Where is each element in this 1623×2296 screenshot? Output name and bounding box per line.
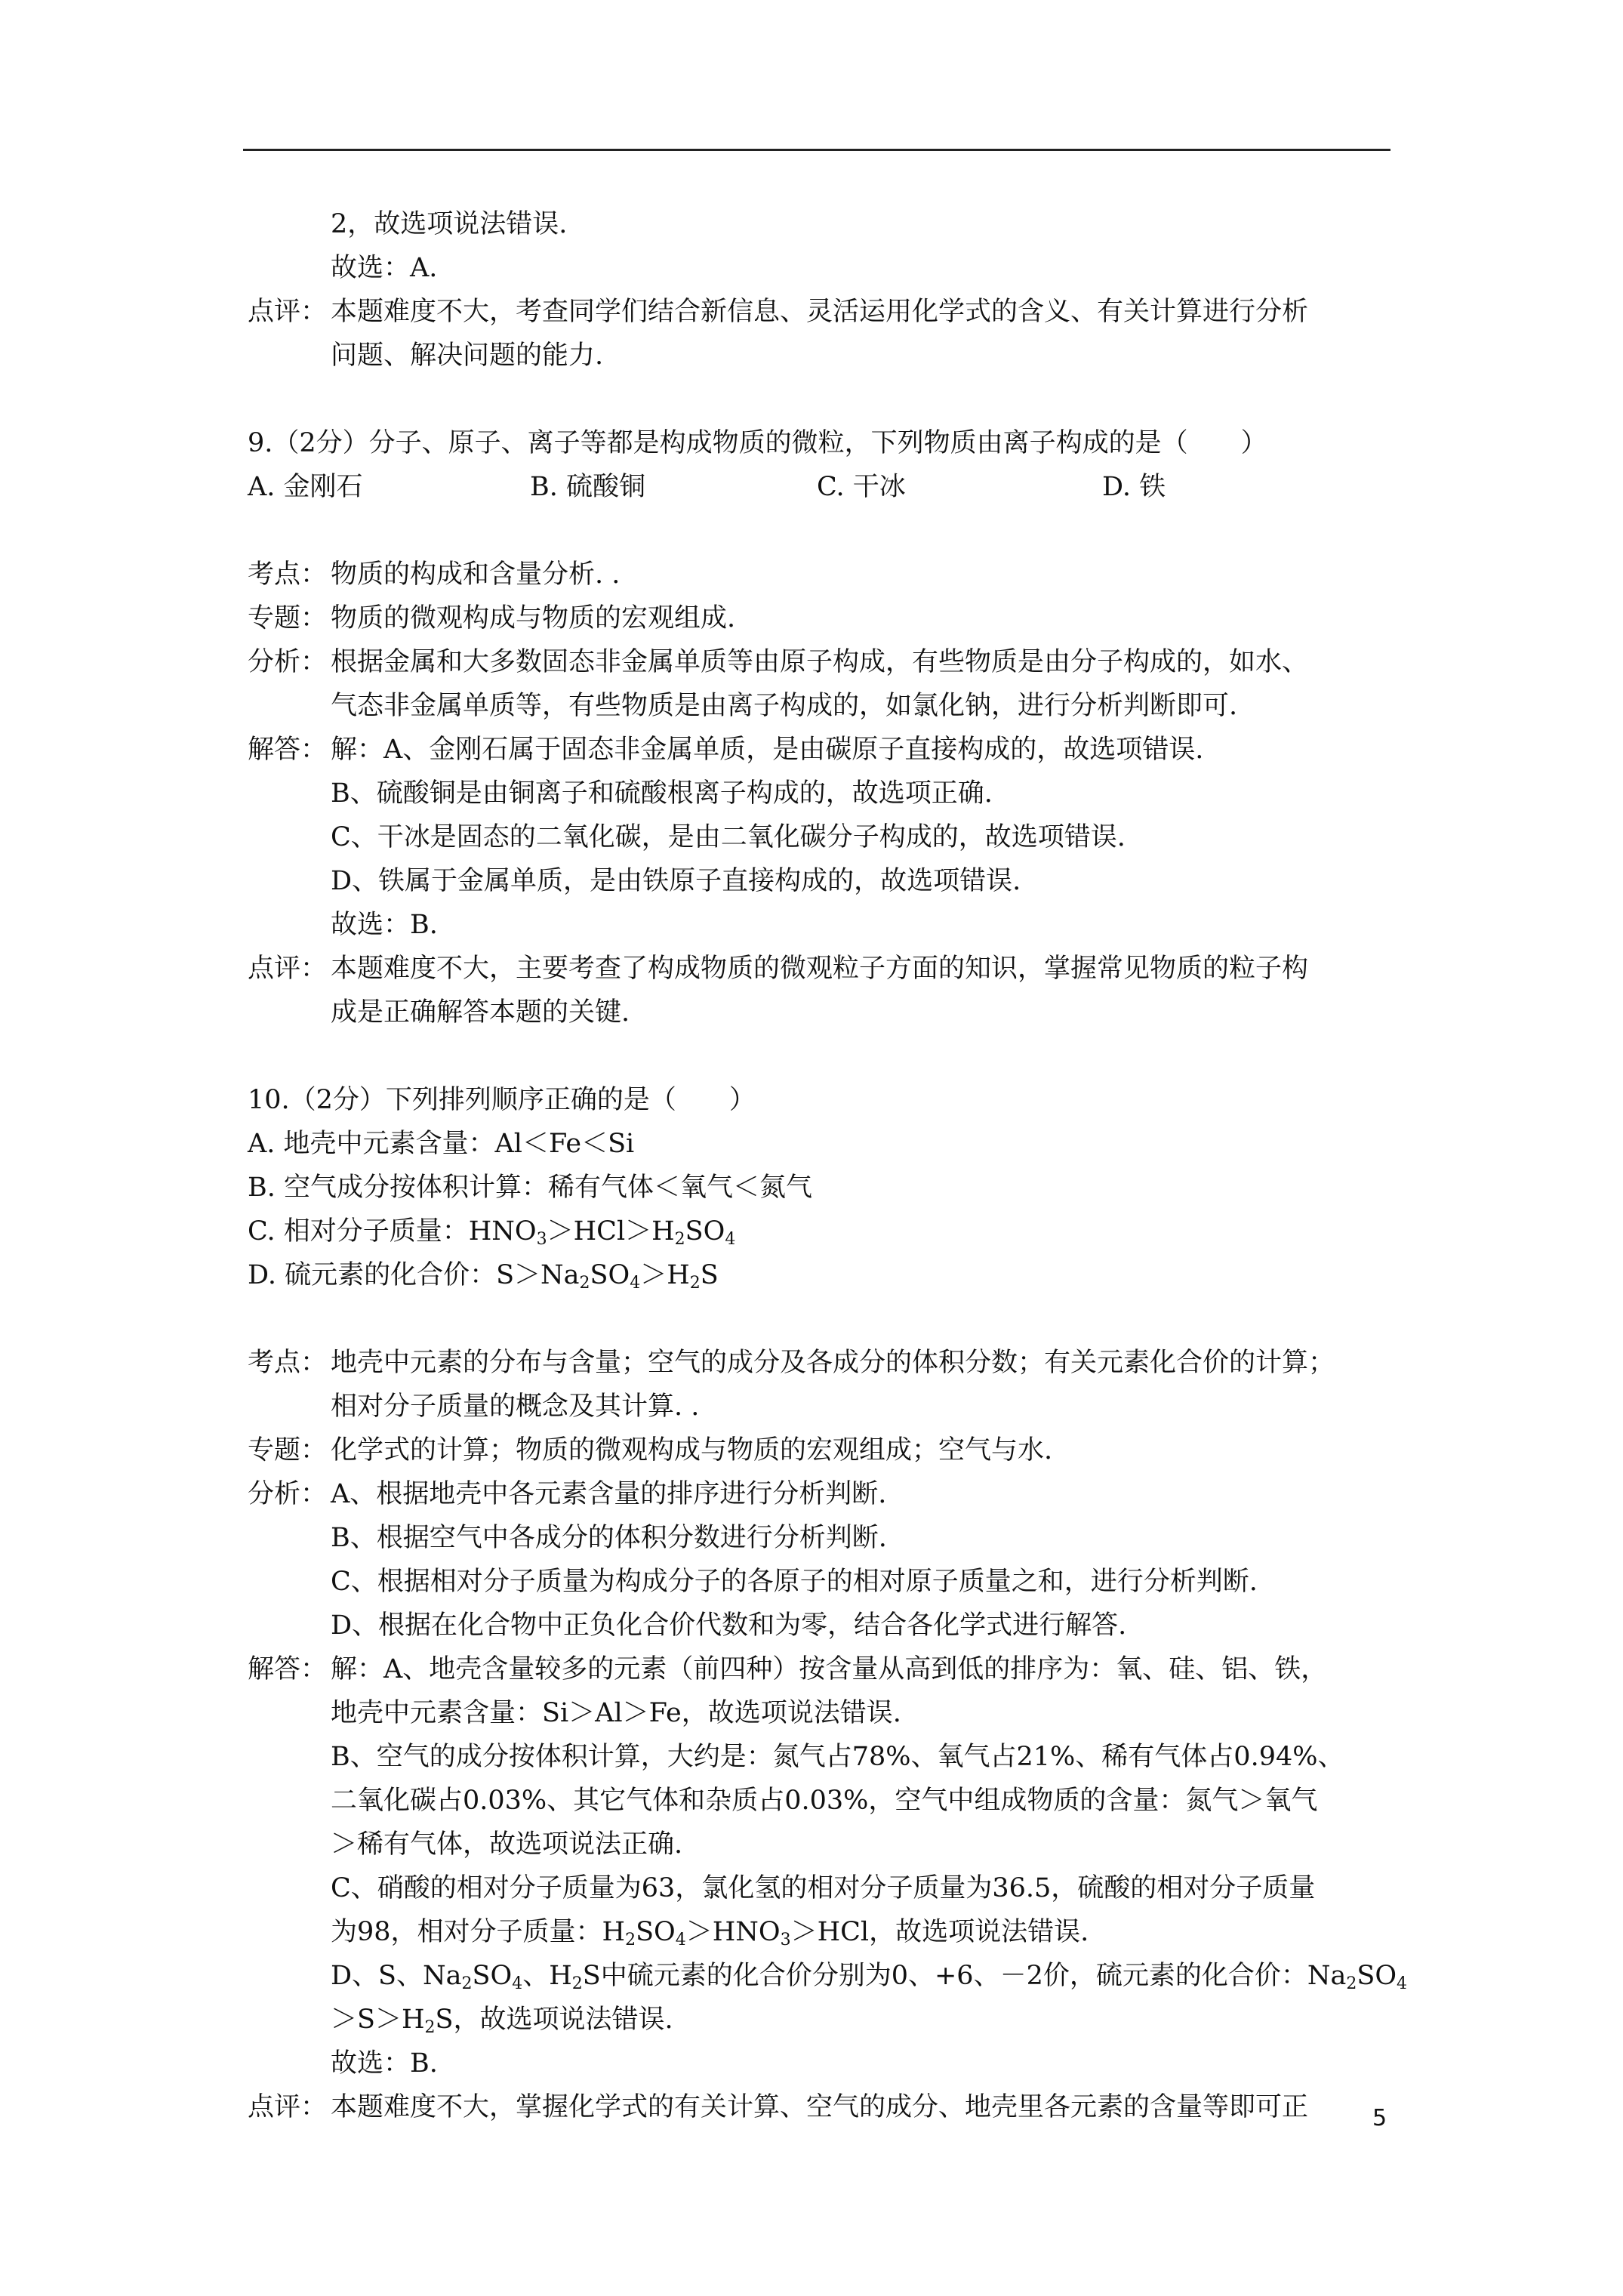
fenxi-text: A、根据地壳中各元素含量的排序进行分析判断. [331, 1479, 887, 1509]
jieda-line: C、干冰是固态的二氧化碳，是由二氧化碳分子构成的，故选项错误. [331, 822, 1126, 852]
q9-option-c: C. 干冰 [817, 472, 906, 502]
q9-jieda [248, 728, 1395, 772]
q10-option-a: A. 地壳中元素含量：Al＜Fe＜Si [248, 1129, 635, 1159]
fenxi-line: B、根据空气中各成分的体积分数进行分析判断. [331, 1523, 887, 1553]
dianping-label: 点评： [248, 2092, 328, 2122]
q9-select: 故选：B. [331, 910, 438, 940]
fenxi-text: 根据金属和大多数固态非金属单质等由原子构成，有些物质是由分子构成的，如水、 [331, 647, 1309, 677]
dianping-label: 点评： [248, 954, 328, 984]
q10-kaodian [248, 1341, 1395, 1385]
q9-zhuanti [248, 596, 1395, 640]
fenxi-line: C、根据相对分子质量为构成分子的各原子的相对原子质量之和，进行分析判断. [331, 1567, 1258, 1597]
jieda-line: ＞稀有气体，故选项说法正确. [331, 1829, 683, 1860]
jieda-line: 为98，相对分子质量：$H_2SO_4>HNO_3>HCl$，故选项说法错误. [331, 1917, 1089, 1949]
fenxi-label: 分析： [248, 1479, 328, 1509]
jieda-line: 地壳中元素含量：Si＞Al＞Fe，故选项说法错误. [331, 1698, 901, 1728]
jieda-label: 解答： [248, 1654, 328, 1684]
jieda-label: 解答： [248, 735, 328, 765]
q10-zhuanti [248, 1428, 1395, 1472]
page-number: 5 [1372, 2105, 1387, 2131]
q9-option-b: B. 硫酸铜 [530, 472, 645, 502]
q10-fenxi [248, 1472, 1395, 1516]
comment-text-cont: 问题、解决问题的能力. [331, 341, 604, 371]
q9-option-d: D. 铁 [1102, 472, 1166, 502]
jieda-text: 解：A、地壳含量较多的元素（前四种）按含量从高到低的排序为：氧、硅、铝、铁， [331, 1654, 1328, 1684]
kaodian-label: 考点： [248, 1348, 328, 1378]
jieda-line: B、空气的成分按体积计算，大约是：氮气占78%、氧气占21%、稀有气体占0.94%、 [331, 1742, 1344, 1772]
q9-options [248, 465, 1395, 509]
comment-text: 本题难度不大，考查同学们结合新信息、灵活运用化学式的含义、有关计算进行分析 [331, 297, 1309, 327]
header-rule [243, 149, 1390, 151]
fenxi-text-cont: 气态非金属单质等，有些物质是由离子构成的，如氯化钠，进行分析判断即可. [331, 691, 1238, 721]
dianping-text: 本题难度不大，主要考查了构成物质的微观粒子方面的知识，掌握常见物质的粒子构 [331, 954, 1309, 984]
jieda-line: B、硫酸铜是由铜离子和硫酸根离子构成的，故选项正确. [331, 778, 993, 809]
fenxi-line: D、根据在化合物中正负化合价代数和为零，结合各化学式进行解答. [331, 1610, 1127, 1641]
kaodian-text: 地壳中元素的分布与含量；空气的成分及各成分的体积分数；有关元素化合价的计算； [331, 1348, 1335, 1378]
prev-answer-line: 2，故选项说法错误. [331, 209, 568, 239]
dianping-text: 本题难度不大，掌握化学式的有关计算、空气的成分、地壳里各元素的含量等即可正 [331, 2092, 1309, 2122]
zhuanti-label: 专题： [248, 1435, 328, 1465]
q10-option-d: D. 硫元素的化合价：$S>Na_2SO_4>H_2S$ [248, 1260, 719, 1293]
q9-option-a: A. 金刚石 [248, 472, 363, 502]
prev-select: 故选：A. [331, 253, 438, 283]
fenxi-label: 分析： [248, 647, 328, 677]
q10-option-c: C. 相对分子质量：$HNO_3>HCl>H_2SO_4$ [248, 1216, 736, 1249]
prev-comment [248, 290, 1395, 334]
q9-kaodian [248, 553, 1395, 596]
jieda-line: D、S、$Na_2SO_4$、$H_2S$中硫元素的化合价分别为0、+6、－2价，硫元素的化合价：$Na_2SO_4$ [331, 1961, 1408, 1993]
q10-dianping [248, 2085, 1395, 2129]
q10-jieda [248, 1647, 1395, 1691]
q10-select: 故选：B. [331, 2048, 438, 2079]
kaodian-text-cont: 相对分子质量的概念及其计算. . [331, 1391, 700, 1422]
jieda-line: D、铁属于金属单质，是由铁原子直接构成的，故选项错误. [331, 866, 1021, 896]
zhuanti-text: 化学式的计算；物质的微观构成与物质的宏观组成；空气与水. [331, 1435, 1053, 1465]
q10-option-b: B. 空气成分按体积计算：稀有气体＜氧气＜氮气 [248, 1173, 812, 1203]
kaodian-text: 物质的构成和含量分析. . [331, 559, 621, 590]
page-content [248, 202, 1408, 2129]
q9-stem: 9.（2分）分子、原子、离子等都是构成物质的微粒，下列物质由离子构成的是（ ） [248, 428, 1267, 458]
jieda-line: C、硝酸的相对分子质量为63，氯化氢的相对分子质量为36.5，硫酸的相对分子质量 [331, 1873, 1316, 1903]
q9-dianping [248, 947, 1395, 991]
dianping-text-cont: 成是正确解答本题的关键. [331, 997, 630, 1028]
zhuanti-label: 专题： [248, 603, 328, 633]
zhuanti-text: 物质的微观构成与物质的宏观组成. [331, 603, 736, 633]
kaodian-label: 考点： [248, 559, 328, 590]
jieda-text: 解：A、金刚石属于固态非金属单质，是由碳原子直接构成的，故选项错误. [331, 735, 1204, 765]
jieda-line: 二氧化碳占0.03%、其它气体和杂质占0.03%，空气中组成物质的含量：氮气＞氧气 [331, 1786, 1318, 1816]
jieda-line: $>S>H_2S$，故选项说法错误. [331, 2005, 673, 2037]
q10-stem: 10.（2分）下列排列顺序正确的是（ ） [248, 1085, 756, 1115]
comment-label: 点评： [248, 297, 328, 327]
q9-fenxi [248, 640, 1395, 684]
